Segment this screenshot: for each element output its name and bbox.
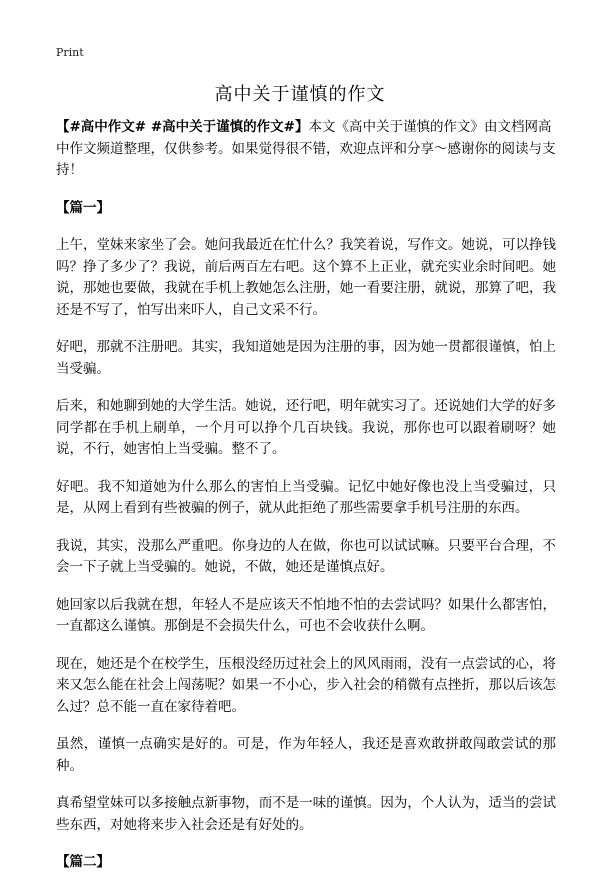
section-heading-2: 【篇二】: [56, 854, 110, 870]
intro-paragraph: [56, 117, 556, 182]
section-heading-1: 【篇一】: [56, 199, 110, 216]
paragraph: 真希望堂妹可以多接触点新事物，而不是一味的谨慎。因为，个人认为，适当的尝试些东西，对她将来步入社会还是有好处的。: [56, 795, 556, 833]
intro-text: 本文《高中关于谨慎的作文》由文档网高中作文频道整理，仅供参考。如果觉得很不错，欢迎点评和分享～感谢你的阅读与支持！: [56, 119, 556, 178]
paragraph: 好吧，那就不注册吧。其实，我知道她是因为注册的事，因为她一贯都很谨慎，怕上当受骗。: [56, 339, 556, 377]
paragraph: 她回家以后我就在想，年轻人不是应该天不怕地不怕的去尝试吗？如果什么都害怕，一直都这么谨慎。那倒是不会损失什么，可也不会收获什么啊。: [56, 596, 556, 634]
document-body: [56, 117, 556, 890]
paragraph: 好吧。我不知道她为什么那么的害怕上当受骗。记忆中她好像也没上当受骗过，只是，从网上看到有些被骗的例子，就从此拒绝了那些需要拿手机号注册的东西。: [56, 478, 556, 516]
paragraph: 我说，其实，没那么严重吧。你身边的人在做，你也可以试试嘛。只要平台合理，不会一下子就上当受骗的。她说，不做，她还是谨慎点好。: [56, 537, 556, 575]
intro-tag: 【#高中作文# #高中关于谨慎的作文#】: [56, 119, 309, 135]
print-label: Print: [56, 46, 84, 59]
document-title: 高中关于谨慎的作文: [214, 84, 386, 105]
paragraph: 虽然，谨慎一点确实是好的。可是，作为年轻人，我还是喜欢敢拼敢闯敢尝试的那种。: [56, 736, 556, 774]
paragraph: 上午，堂妹来家坐了会。她问我最近在忙什么？我笑着说，写作文。她说，可以挣钱吗？挣了多少了？我说，前后两百左右吧。这个算不上正业，就充实业余时间吧。她说，那她也要做，我就在手机上教她怎么注册，她一看要注册，就说，那算了吧，我还是不写了，怕写出来吓人，自己文采不行。: [56, 237, 556, 318]
paragraph: 后来，和她聊到她的大学生活。她说，还行吧，明年就实习了。还说她们大学的好多同学都在手机上刷单，一个月可以挣个几百块钱。我说，那你也可以跟着刷呀？她说，不行，她害怕上当受骗。整不了。: [56, 398, 556, 457]
paragraph: 现在，她还是个在校学生，压根没经历过社会上的风风雨雨，没有一点尝试的心，将来又怎么能在社会上闯荡呢？如果一不小心，步入社会的稍微有点挫折，那以后该怎么过？总不能一直在家待着吧。: [56, 655, 556, 715]
